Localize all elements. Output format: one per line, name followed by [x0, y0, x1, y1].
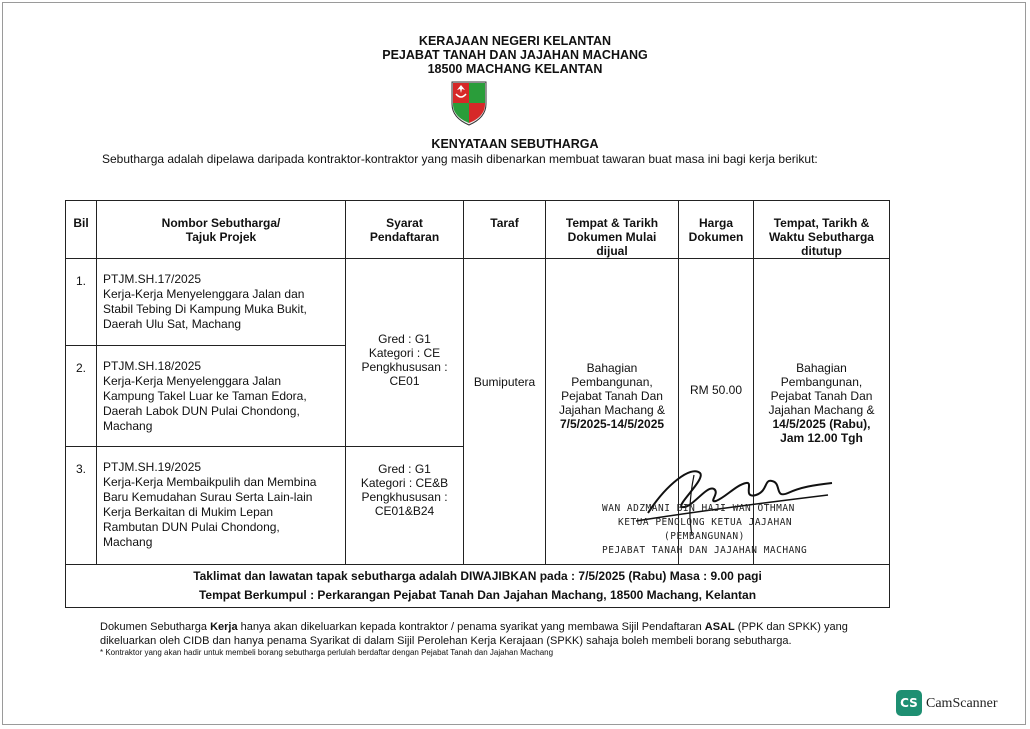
- header-line-1: KERAJAAN NEGERI KELANTAN: [418, 34, 612, 48]
- camscanner-logo-icon: CS: [896, 690, 922, 716]
- col-header-tempat: Tempat & Tarikh Dokumen Mulai dijual: [546, 201, 679, 259]
- col-header-nombor: Nombor Sebutharga/ Tajuk Projek: [97, 201, 346, 259]
- tempat-jual-line: Pejabat Tanah Dan: [561, 389, 663, 403]
- signature-block: [596, 455, 836, 565]
- project-ref: PTJM.SH.17/2025: [103, 272, 202, 286]
- tutup-date: 14/5/2025 (Rabu),: [772, 417, 871, 431]
- tempat-jual-line: Bahagian: [586, 361, 638, 375]
- contractor-footnote: * Kontraktor yang akan hadir untuk membeli borang sebutharga perlulah berdaftar dengan Pejabat Tanah dan Jajahan Machang: [100, 648, 554, 657]
- row-number: 2.: [66, 346, 97, 447]
- tempat-jual-date: 7/5/2025-14/5/2025: [559, 417, 665, 431]
- row-number: 1.: [66, 259, 97, 346]
- syarat-cell-ceb: [346, 447, 464, 565]
- syarat-pengkhususan-value: CE01: [389, 374, 420, 388]
- taraf-value: Bumiputera: [473, 375, 536, 389]
- briefing-text: Taklimat dan lawatan tapak sebutharga adalah DIWAJIBKAN pada : 7/5/2025 (Rabu) Masa : 9.00 pagi: [193, 569, 762, 583]
- header-line-3: 18500 MACHANG KELANTAN: [427, 62, 603, 76]
- col-header-taraf: Taraf: [464, 201, 546, 259]
- camscanner-text: CamScanner: [926, 696, 998, 711]
- tutup-line: Bahagian: [796, 361, 847, 375]
- project-title-line: Kerja Berkaitan di Mukim Lepan: [103, 505, 274, 519]
- document-note: Dokumen Sebutharga Kerja hanya akan dikeluarkan kepada kontraktor / penama syarikat yang membawa Sijil Pendaftaran ASAL (PPK dan SPKK) yang dikeluarkan oleh CIDB dan hanya penama Syarikat di dalam Sijil Perolehan Kerja Kerajaan (SPKK) sahaja boleh membeli borang sebutharga.: [100, 621, 848, 647]
- tutup-line: Jajahan Machang &: [768, 403, 875, 417]
- signatory-office: PEJABAT TANAH DAN JAJAHAN MACHANG: [602, 545, 808, 556]
- syarat-kategori: Kategori : CE: [368, 346, 441, 360]
- kelantan-crest-icon: [450, 80, 488, 126]
- table-footer-row: [66, 565, 890, 608]
- signatory-division: (PEMBANGUNAN): [664, 531, 745, 542]
- syarat-pengkhususan-label: Pengkhususan :: [361, 490, 448, 504]
- project-title-line: Daerah Labok DUN Pulai Chondong,: [103, 404, 300, 418]
- project-cell: [97, 346, 346, 447]
- project-ref: PTJM.SH.18/2025: [103, 359, 202, 373]
- project-ref: PTJM.SH.19/2025: [103, 460, 202, 474]
- row-number: 3.: [66, 447, 97, 565]
- project-title-line: Machang: [103, 535, 153, 549]
- table-row: [66, 259, 890, 346]
- signatory-title: KETUA PENOLONG KETUA JAJAHAN: [618, 517, 793, 528]
- tempat-jual-line: Jajahan Machang &: [558, 403, 666, 417]
- intro-text: Sebutharga adalah dipelawa daripada kontraktor-kontraktor yang masih dibenarkan membuat tawaran buat masa ini bagi kerja berikut:: [102, 152, 818, 166]
- project-title-line: Baru Kemudahan Surau Serta Lain-lain: [103, 490, 313, 504]
- syarat-kategori: Kategori : CE&B: [360, 476, 449, 490]
- harga-value: RM 50.00: [689, 383, 743, 397]
- syarat-pengkhususan-value: CE01&B24: [374, 504, 435, 518]
- footer-cell: [66, 565, 890, 608]
- project-cell: [97, 259, 346, 346]
- header-line-2: PEJABAT TANAH DAN JAJAHAN MACHANG: [382, 48, 648, 62]
- col-header-tutup: Tempat, Tarikh & Waktu Sebutharga ditutup: [754, 201, 890, 259]
- project-title-line: Daerah Ulu Sat, Machang: [103, 317, 242, 331]
- project-title-line: Rambutan DUN Pulai Chondong,: [103, 520, 280, 534]
- table-header-row: [66, 201, 890, 259]
- project-title-line: Machang: [103, 419, 153, 433]
- tutup-line: Pejabat Tanah Dan: [770, 389, 873, 403]
- signatory-name: WAN ADZMANI BIN HAJI WAN OTHMAN: [602, 503, 795, 514]
- project-title-line: Stabil Tebing Di Kampung Muka Bukit,: [103, 302, 307, 316]
- tutup-time: Jam 12.00 Tgh: [780, 431, 863, 445]
- syarat-cell-ce: [346, 259, 464, 447]
- project-title-line: Kampung Takel Luar ke Taman Edora,: [103, 389, 307, 403]
- project-title-line: Kerja-Kerja Menyelenggara Jalan dan: [103, 287, 305, 301]
- tempat-jual-line: Pembangunan,: [571, 375, 653, 389]
- tutup-line: Pembangunan,: [780, 375, 863, 389]
- syarat-pengkhususan-label: Pengkhususan :: [361, 360, 448, 374]
- syarat-gred: Gred : G1: [378, 462, 431, 476]
- col-header-harga: Harga Dokumen: [679, 201, 754, 259]
- project-title-line: Kerja-Kerja Menyelenggara Jalan: [103, 374, 282, 388]
- taraf-cell: [464, 259, 546, 565]
- col-header-syarat: Syarat Pendaftaran: [346, 201, 464, 259]
- meeting-place-text: Tempat Berkumpul : Perkarangan Pejabat Tanah Dan Jajahan Machang, 18500 Machang, Kelantan: [198, 588, 757, 602]
- col-header-bil: Bil: [66, 201, 97, 259]
- project-title-line: Kerja-Kerja Membaikpulih dan Membina: [103, 475, 317, 489]
- notice-title: KENYATAAN SEBUTHARGA: [431, 137, 599, 151]
- project-cell: [97, 447, 346, 565]
- syarat-gred: Gred : G1: [378, 332, 431, 346]
